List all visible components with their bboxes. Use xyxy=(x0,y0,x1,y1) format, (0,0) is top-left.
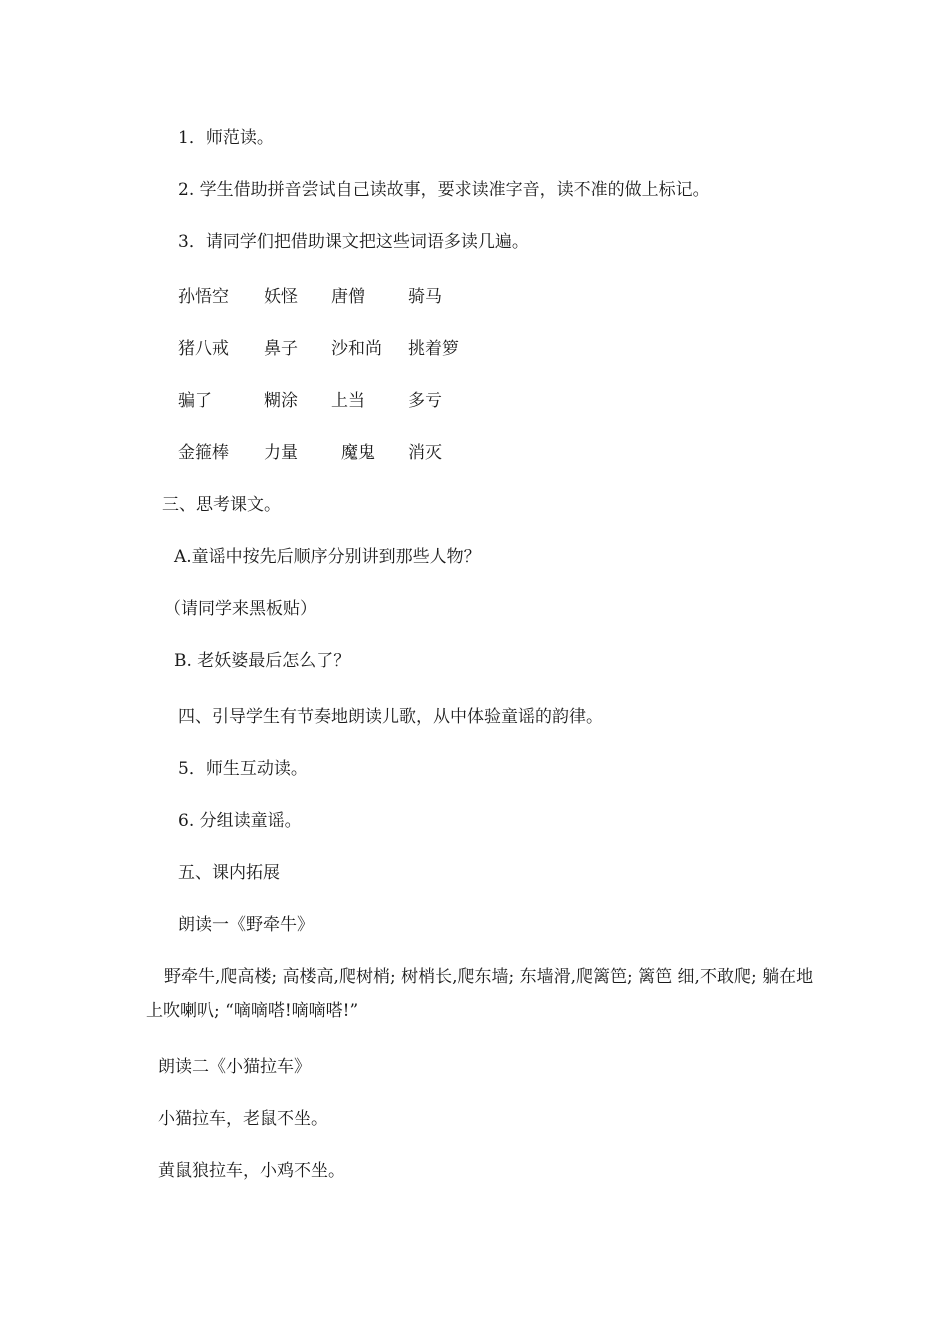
section-3-heading: 三、思考课文。 xyxy=(162,495,281,515)
reading-2-line: 小猫拉车，老鼠不坐。 xyxy=(158,1109,328,1129)
section-4-heading: 四、引导学生有节奏地朗读儿歌，从中体验童谣的韵律。 xyxy=(178,707,603,727)
section-5-heading: 五、课内拓展 xyxy=(178,863,280,883)
vocab-word: 妖怪 xyxy=(264,287,298,307)
question-a: A.童谣中按先后顺序分别讲到那些人物？ xyxy=(174,547,481,567)
teacher-note: （请同学来黑板贴） xyxy=(164,599,317,619)
vocab-word: 猪八戒 xyxy=(178,339,229,359)
vocab-word: 力量 xyxy=(264,443,298,463)
reading-1-title: 朗读一《野牵牛》 xyxy=(178,915,314,935)
question-b: B. 老妖婆最后怎么了？ xyxy=(174,651,351,671)
vocab-word: 孙悟空 xyxy=(178,287,229,307)
vocab-word: 骑马 xyxy=(408,287,442,307)
reading-1-text: 野牵牛,爬高楼; 高楼高,爬树梢; 树梢长,爬东墙; 东墙滑,爬篱笆; 篱笆 细,不敢爬; 躺在地上吹喇叭; “嘀嘀嗒!嘀嘀嗒!” xyxy=(146,967,814,1021)
vocab-word: 唐僧 xyxy=(331,287,365,307)
vocab-word: 沙和尚 xyxy=(331,339,382,359)
vocab-word: 消灭 xyxy=(408,443,442,463)
vocab-word: 上当 xyxy=(331,391,365,411)
step-2: 2. 学生借助拼音尝试自己读故事，要求读准字音，读不准的做上标记。 xyxy=(178,180,710,200)
vocab-word: 骗了 xyxy=(178,391,212,411)
reading-2-line: 黄鼠狼拉车，小鸡不坐。 xyxy=(158,1161,345,1181)
reading-2-title: 朗读二《小猫拉车》 xyxy=(158,1057,311,1077)
step-6: 6. 分组读童谣。 xyxy=(178,811,302,831)
vocab-word: 金箍棒 xyxy=(178,443,229,463)
vocab-word: 多亏 xyxy=(408,391,442,411)
vocab-word: 鼻子 xyxy=(264,339,298,359)
vocab-word: 糊涂 xyxy=(264,391,298,411)
step-3: 3．请同学们把借助课文把这些词语多读几遍。 xyxy=(178,232,529,252)
vocab-word: 挑着箩 xyxy=(408,339,459,359)
step-1: 1．师范读。 xyxy=(178,128,274,148)
vocab-word: 魔鬼 xyxy=(341,443,375,463)
step-5: 5．师生互动读。 xyxy=(178,759,308,779)
